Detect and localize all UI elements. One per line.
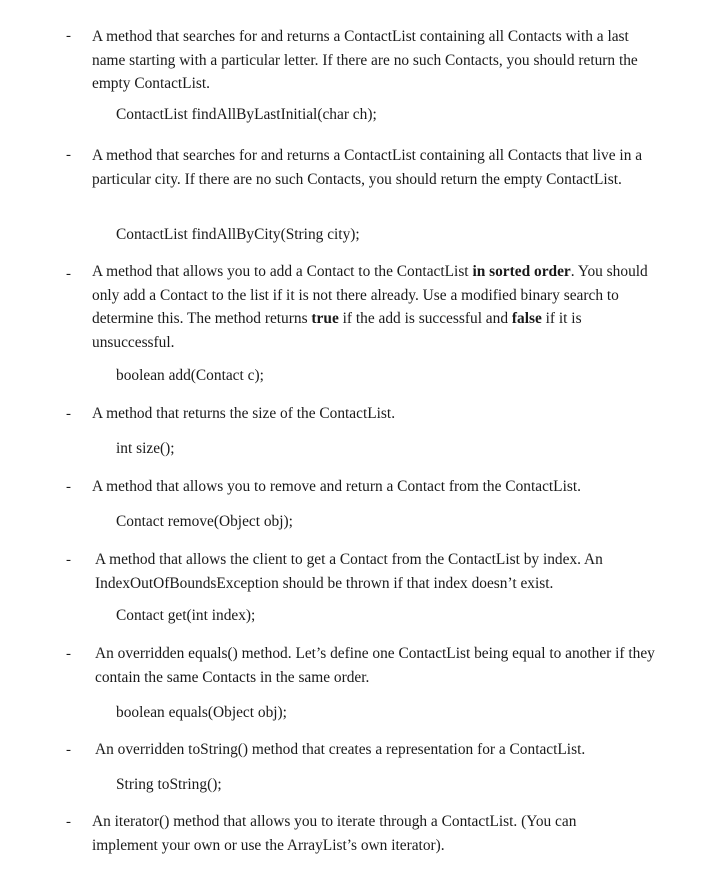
method-description: A method that allows you to remove and return a Contact from the ContactList.: [92, 478, 581, 495]
method-signature: Contact get(int index);: [116, 607, 256, 624]
bullet: -: [66, 552, 71, 568]
method-description: A method that allows you to add a Contact to the ContactList in sorted order. You should only add a Contact to the list if it is not there already. Use a modified binary search to determine this. The method returns true if the add is successful and false if it is unsuccessful.: [92, 263, 648, 351]
bullet: -: [66, 814, 71, 830]
bullet: -: [66, 266, 71, 282]
bullet: -: [66, 28, 71, 44]
method-signature: boolean equals(Object obj);: [116, 704, 287, 721]
method-description: An overridden toString() method that creates a representation for a ContactList.: [95, 741, 586, 758]
bullet: -: [66, 646, 71, 662]
bullet: -: [66, 406, 71, 422]
method-description: A method that searches for and returns a ContactList containing all Contacts that live in a particular city. If there are no such Contacts, you should return the empty ContactList.: [92, 147, 643, 188]
method-description: A method that returns the size of the ContactList.: [92, 405, 396, 422]
method-signature: ContactList findAllByCity(String city);: [116, 226, 360, 243]
bullet: -: [66, 742, 71, 758]
method-description: An overridden equals() method. Let’s define one ContactList being equal to another if they contain the same Contacts in the same order.: [95, 645, 655, 686]
method-signature: Contact remove(Object obj);: [116, 513, 293, 530]
method-signature: ContactList findAllByLastInitial(char ch);: [116, 106, 377, 123]
method-description: A method that searches for and returns a ContactList containing all Contacts with a last name starting with a particular letter. If there are no such Contacts, you should return the empty ContactList.: [92, 28, 638, 92]
method-signature: String toString();: [116, 776, 222, 793]
bullet: -: [66, 479, 71, 495]
method-signature: int size();: [116, 440, 175, 457]
method-description: A method that allows the client to get a Contact from the ContactList by index. An IndexOutOfBoundsException should be thrown if that index doesn’t exist.: [95, 551, 603, 592]
method-description: An iterator() method that allows you to iterate through a ContactList. (You can implement your own or use the ArrayList’s own iterator).: [92, 813, 577, 854]
method-signature: boolean add(Contact c);: [116, 367, 264, 384]
bullet: -: [66, 147, 71, 163]
